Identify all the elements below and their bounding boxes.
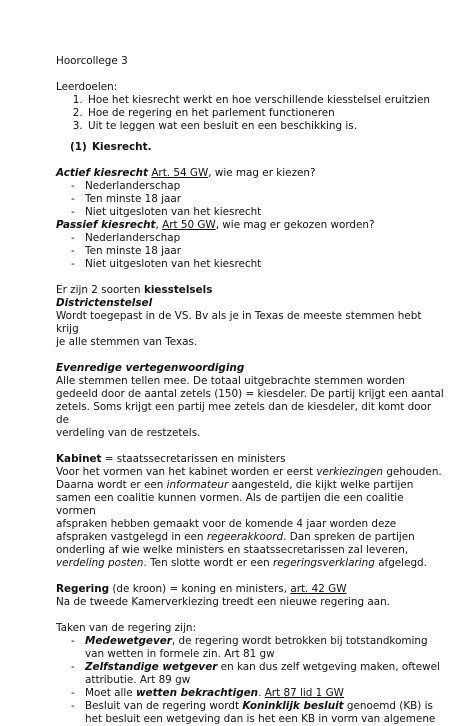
goals-list bbox=[56, 94, 444, 133]
emphasis: verdeling posten bbox=[56, 557, 144, 569]
kabinet-term: Kabinet bbox=[56, 453, 102, 465]
list-item bbox=[71, 661, 444, 687]
passief-comma: , bbox=[155, 219, 163, 231]
text: afspraken vastgelegd in een bbox=[56, 531, 207, 543]
section-title: Kiesrecht. bbox=[92, 141, 152, 153]
text: gehouden. bbox=[383, 466, 442, 478]
text: . bbox=[258, 687, 265, 699]
text: aangesteld, die kijkt welke partijen bbox=[228, 479, 414, 491]
text: . Ten slotte wordt er een bbox=[143, 557, 274, 569]
goal-item: 3. Uit te leggen wat een besluit en een beschikking is. bbox=[86, 120, 444, 133]
document-title: Hoorcollege 3 bbox=[56, 55, 128, 67]
kabinet-def: = staatssecretarissen en ministers bbox=[101, 453, 286, 465]
paragraph-line: verdeling van de restzetels. bbox=[56, 427, 201, 439]
section-number: (1) bbox=[70, 141, 87, 153]
passief-requirements-list bbox=[56, 232, 444, 271]
regering-term: Regering bbox=[56, 583, 110, 595]
text: en kan dus zelf wetgeving maken, oftewel bbox=[217, 661, 440, 673]
regering-article-link[interactable]: art. 42 GW bbox=[290, 583, 347, 595]
text: Voor het vormen van het kabinet worden er eerst bbox=[56, 466, 317, 478]
actief-kiesrecht-term: Actief kiesrecht bbox=[56, 167, 148, 179]
paragraph-line bbox=[56, 466, 444, 479]
zelfstandige-wetgever-term: Zelfstandige wetgever bbox=[85, 661, 218, 673]
list-item: - Ten minste 18 jaar bbox=[71, 193, 444, 206]
text: attributie. Art 89 gw bbox=[85, 674, 191, 686]
passief-kiesrecht-line bbox=[56, 219, 444, 232]
regering-def: (de kroon) = koning en ministers, bbox=[109, 583, 291, 595]
text: genoemd (KB) is bbox=[343, 700, 433, 712]
emphasis: regeringsverklaring bbox=[273, 557, 375, 569]
goal-item: 1. Hoe het kiesrecht werkt en hoe verschillende kiesstelsel eruitzien bbox=[86, 94, 444, 107]
paragraph-line bbox=[56, 557, 444, 570]
list-item: - Niet uitgesloten van het kiesrecht bbox=[71, 206, 444, 219]
list-item bbox=[71, 687, 444, 700]
paragraph-line: zetels. Soms krijgt een partij mee zetels dan de kiesdeler, dit komt door de bbox=[56, 401, 432, 426]
taken-heading: Taken van de regering zijn: bbox=[56, 622, 196, 634]
paragraph-line bbox=[56, 479, 444, 492]
list-item: - Nederlanderschap bbox=[71, 180, 444, 193]
kiesstelsels-intro bbox=[56, 284, 444, 297]
paragraph-line: gedeeld door de aantal zetels (150) = kiesdeler. De partij krijgt een aantal bbox=[56, 388, 444, 400]
actief-question: , wie mag er kiezen? bbox=[208, 167, 316, 179]
actief-kiesrecht-line bbox=[56, 167, 444, 180]
list-item bbox=[71, 700, 444, 726]
actief-article-link[interactable]: Art. 54 GW bbox=[151, 167, 209, 179]
goals-heading: Leerdoelen: bbox=[56, 81, 118, 93]
list-item: - Ten minste 18 jaar bbox=[71, 245, 444, 258]
list-item: - Niet uitgesloten van het kiesrecht bbox=[71, 258, 444, 271]
kiesstelsels-intro-text: Er zijn 2 soorten bbox=[56, 284, 144, 296]
list-item: - Nederlanderschap bbox=[71, 232, 444, 245]
text: Besluit van de regering wordt bbox=[85, 700, 243, 712]
text: afgelegd. bbox=[374, 557, 427, 569]
districtenstelsel-heading: Districtenstelsel bbox=[56, 297, 153, 309]
emphasis: regeerakkoord bbox=[206, 531, 284, 543]
paragraph-line: Na de tweede Kamerverkiezing treedt een nieuwe regering aan. bbox=[56, 596, 390, 608]
paragraph-line: onderling af wie welke ministers en staatssecretarissen zal leveren, bbox=[56, 544, 409, 556]
text: . Dan spreken de partijen bbox=[283, 531, 415, 543]
text: Moet alle bbox=[85, 687, 136, 699]
actief-requirements-list bbox=[56, 180, 444, 219]
regering-definition bbox=[56, 583, 444, 596]
paragraph-line: samen een coalitie kunnen vormen. Als de partijen die een coalitie vormen bbox=[56, 492, 404, 517]
emphasis: informateur bbox=[166, 479, 229, 491]
koninklijk-besluit-term: Koninklijk besluit bbox=[242, 700, 344, 712]
goal-item: 2. Hoe de regering en het parlement functioneren bbox=[86, 107, 444, 120]
paragraph-line bbox=[56, 531, 444, 544]
bekrachtigen-article-link[interactable]: Art 87 lid 1 GW bbox=[264, 687, 344, 699]
text: het besluit een wetgeving dan is het een KB in vorm van algemene bbox=[85, 713, 436, 725]
passief-article-link[interactable]: Art 50 GW bbox=[162, 219, 216, 231]
text: , de regering wordt betrokken bij totstandkoming bbox=[171, 635, 428, 647]
list-item bbox=[71, 635, 444, 661]
passief-question: , wie mag er gekozen worden? bbox=[215, 219, 375, 231]
text: Daarna wordt er een bbox=[56, 479, 167, 491]
emphasis: verkiezingen bbox=[316, 466, 384, 478]
kiesstelsels-term: kiesstelsels bbox=[143, 284, 213, 296]
paragraph-line: Alle stemmen tellen mee. De totaal uitgebrachte stemmen worden bbox=[56, 375, 405, 387]
medewetgever-term: Medewetgever bbox=[85, 635, 172, 647]
section-heading-kiesrecht bbox=[56, 141, 444, 154]
evenredige-heading: Evenredige vertegenwoordiging bbox=[56, 362, 245, 374]
paragraph-line: afspraken hebben gemaakt voor de komende 4 jaar worden deze bbox=[56, 518, 397, 530]
paragraph-line: je alle stemmen van Texas. bbox=[56, 336, 198, 348]
wetten-bekrachtigen-term: wetten bekrachtigen bbox=[135, 687, 259, 699]
text: van wetten in formele zin. Art 81 gw bbox=[85, 648, 275, 660]
kabinet-definition bbox=[56, 453, 444, 466]
taken-list bbox=[56, 635, 444, 726]
passief-kiesrecht-term: Passief kiesrecht bbox=[56, 219, 156, 231]
paragraph-line: Wordt toegepast in de VS. Bv als je in Texas de meeste stemmen hebt krijg bbox=[56, 310, 422, 335]
